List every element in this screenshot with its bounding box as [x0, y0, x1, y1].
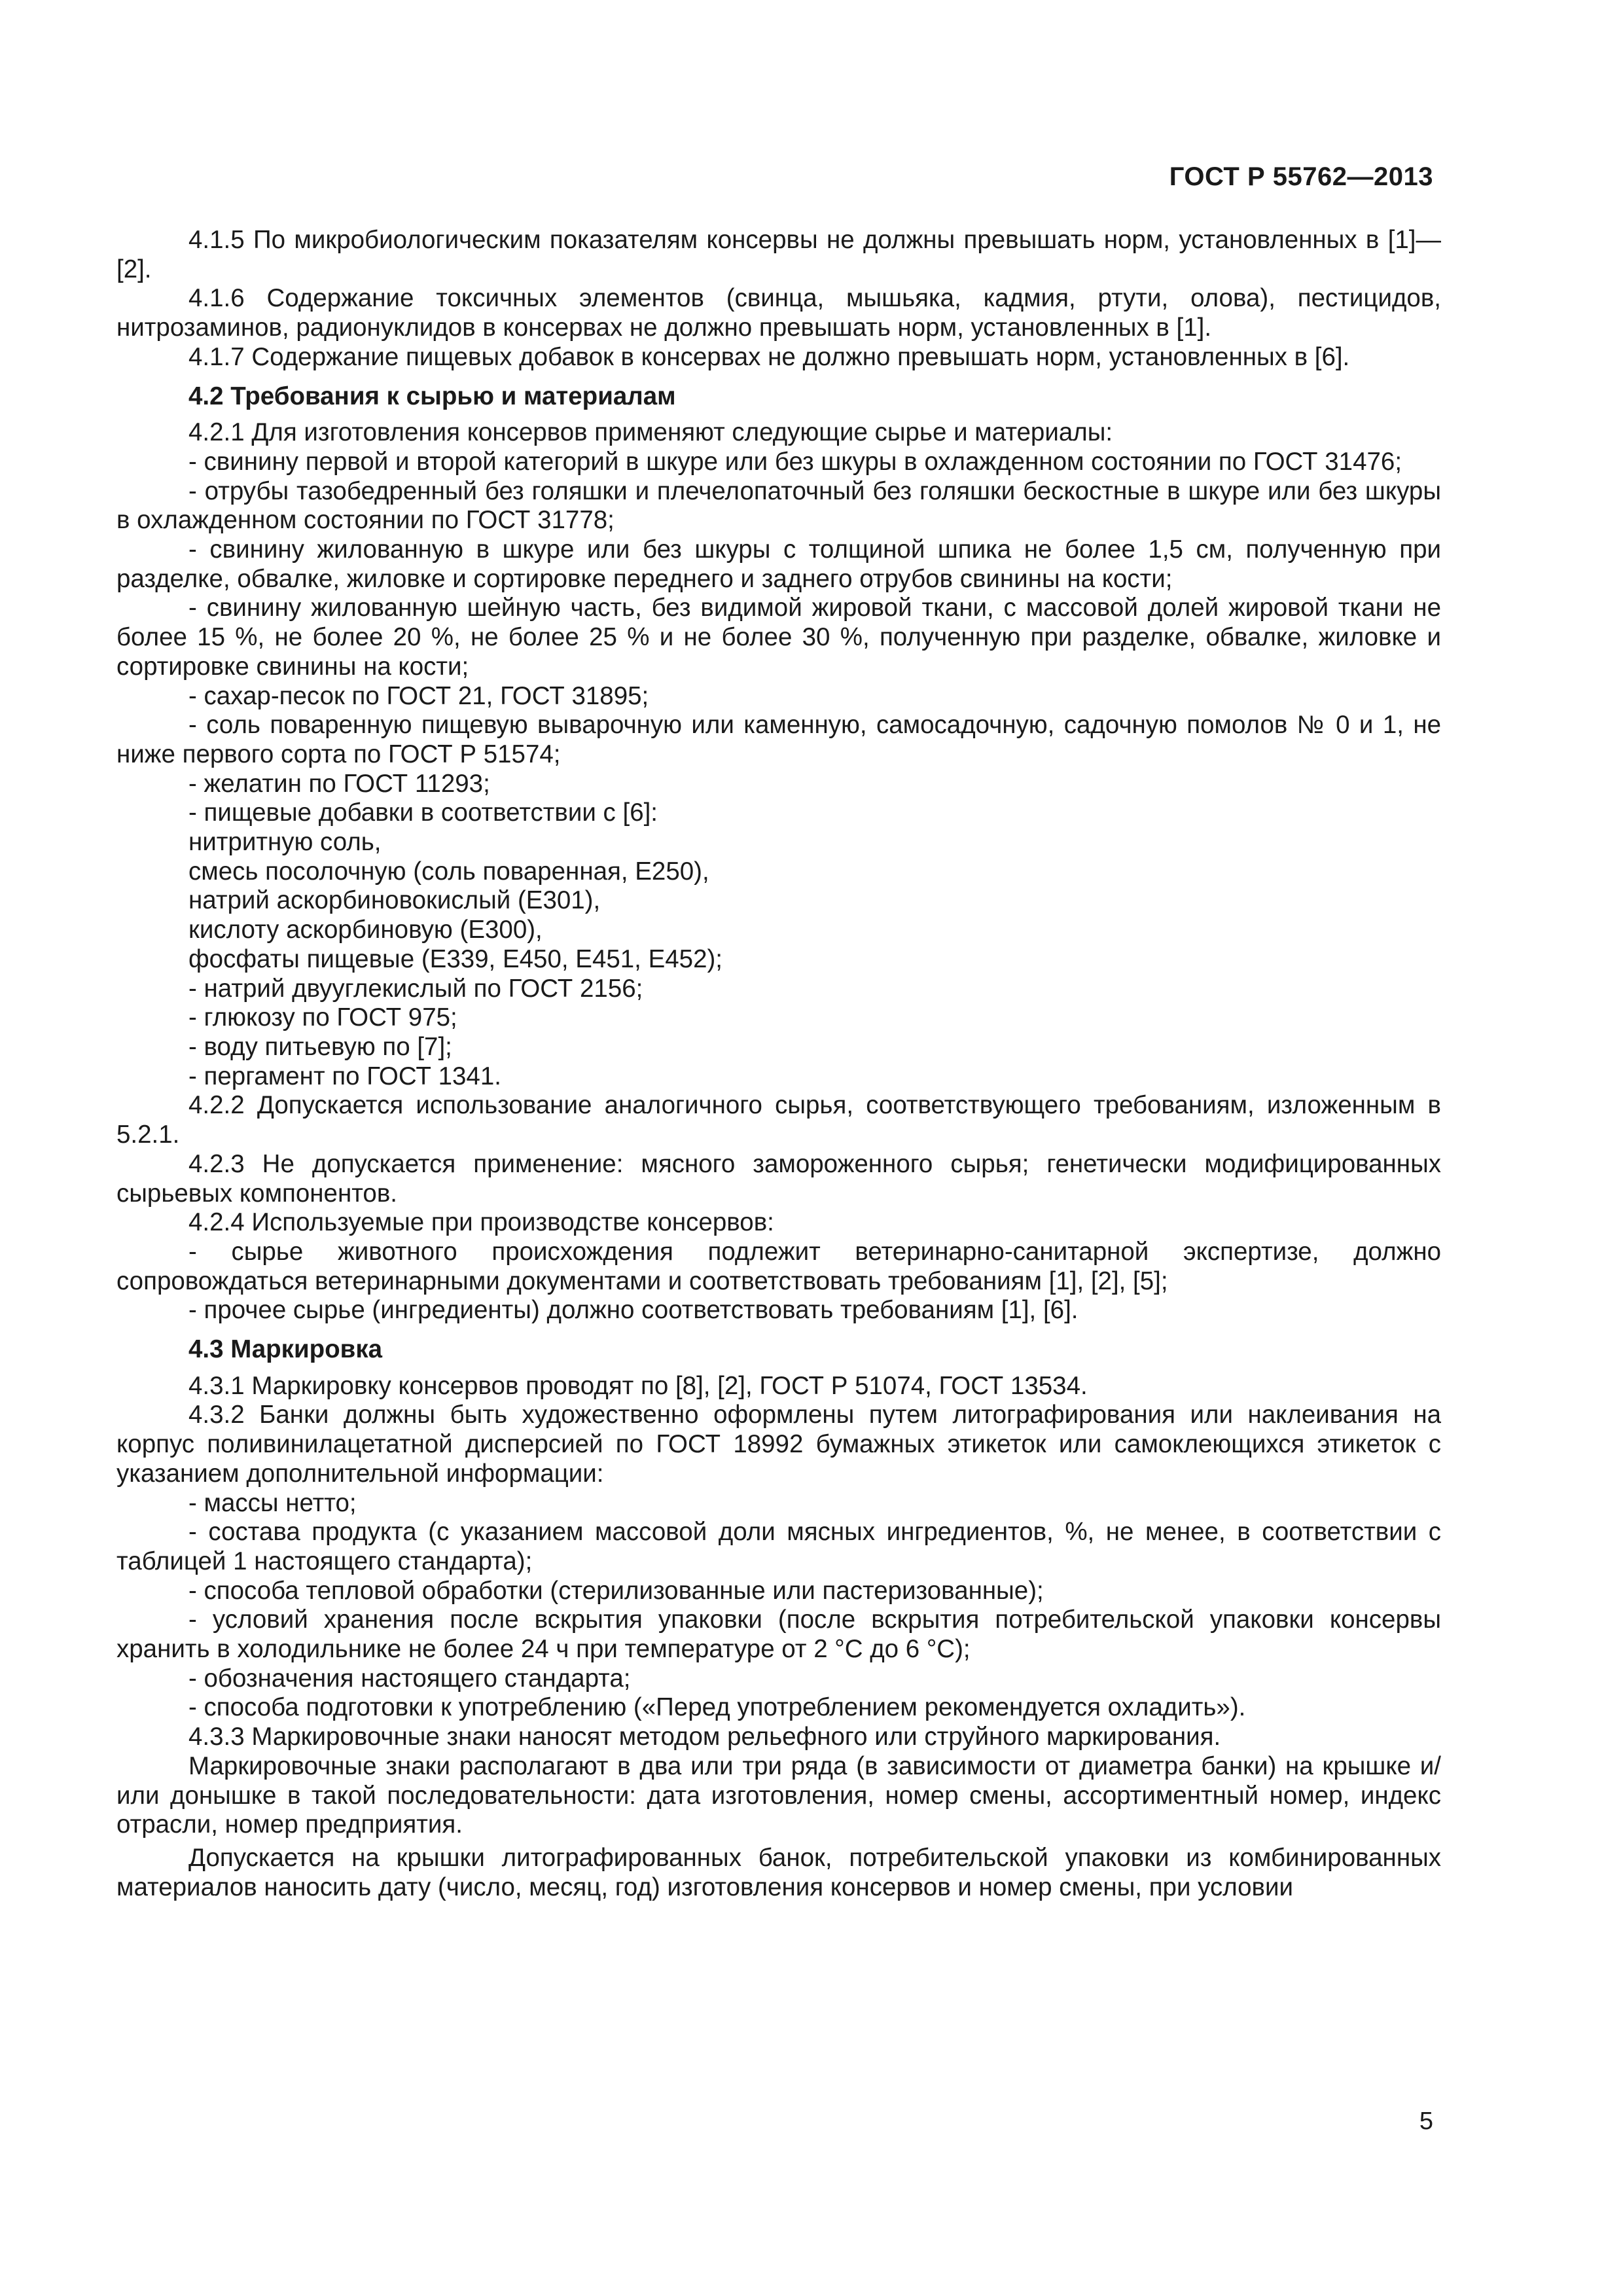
document-body [116, 226, 1441, 1902]
section-heading: 4.2 Требования к сырью и материалам [188, 382, 676, 410]
paragraph: - отрубы тазобедренный без голяшки и плечелопаточный без голяшки бескостные в шкуре или без шкуры в охлажденном состоянии по ГОСТ 31778; [116, 476, 1441, 535]
paragraph: 4.3.3 Маркировочные знаки наносят методом рельефного или струйного маркирования. [188, 1723, 1221, 1751]
paragraph: - соль поваренную пищевую выварочную или каменную, самосадочную, садочную помолов № 0 и 1, не ниже первого сорта по ГОСТ Р 51574; [116, 711, 1441, 768]
paragraph: - глюкозу по ГОСТ 975; [188, 1003, 457, 1032]
paragraph: 4.3.2 Банки должны быть художественно оформлены путем литографирования или наклеивания на корпус поливинилацетатной дисперсией по ГОСТ 18992 бумажных этикеток или самоклеющихся этикеток с указанием дополнительной информации: [116, 1401, 1441, 1488]
paragraph: 4.1.6 Содержание токсичных элементов (свинца, мышьяка, кадмия, ртути, олова), пестицидов, нитрозаминов, радионуклидов в консервах не должно превышать норм, установленных в [1]. [116, 284, 1441, 342]
list-item: фосфаты пищевые (Е339, Е450, Е451, Е452); [188, 944, 723, 973]
paragraph: - натрий двууглекислый по ГОСТ 2156; [188, 974, 643, 1003]
paragraph: - свинину жилованную шейную часть, без видимой жировой ткани, с массовой долей жировой ткани не более 15 %, не более 20 %, не более 25 % и не более 30 %, полученную при разделке, обвалке, жиловке и сортировке свинины на кости; [116, 594, 1441, 681]
paragraph: - свинину первой и второй категорий в шкуре или без шкуры в охлажденном состоянии по ГОСТ 31476; [188, 447, 1402, 476]
paragraph: 4.3.1 Маркировку консервов проводят по [8], [2], ГОСТ Р 51074, ГОСТ 13534. [188, 1371, 1088, 1400]
list-item: нитритную соль, [188, 828, 382, 857]
paragraph: - пергамент по ГОСТ 1341. [188, 1062, 501, 1090]
paragraph: 4.2.4 Используемые при производстве консервов: [188, 1208, 774, 1237]
paragraph: 4.2.2 Допускается использование аналогичного сырья, соответствующего требованиям, изложенным в 5.2.1. [116, 1091, 1441, 1149]
paragraph: - пищевые добавки в соответствии с [6]: [188, 798, 658, 827]
paragraph: - прочее сырье (ингредиенты) должно соответствовать требованиям [1], [6]. [188, 1296, 1079, 1325]
paragraph: - сахар-песок по ГОСТ 21, ГОСТ 31895; [188, 681, 649, 710]
list-item: кислоту аскорбиновую (Е300), [188, 916, 543, 944]
paragraph: 4.2.3 Не допускается применение: мясного замороженного сырья; генетически модифицированных сырьевых компонентов. [116, 1149, 1441, 1208]
paragraph: - состава продукта (с указанием массовой доли мясных ингредиентов, %, не менее, в соответствии с таблицей 1 настоящего стандарта); [116, 1518, 1441, 1575]
paragraph: Допускается на крышки литографированных банок, потребительской упаковки из комбинированных материалов наносить дату (число, месяц, год) изготовления консервов и номер смены, при условии [116, 1843, 1441, 1901]
list-item: смесь посолочную (соль поваренная, Е250), [188, 857, 709, 886]
paragraph: 4.1.5 По микробиологическим показателям консервы не должны превышать норм, установленных в [1]—[2]. [116, 226, 1441, 283]
paragraph: - способа подготовки к употреблению («Перед употреблением рекомендуется охладить»). [188, 1693, 1246, 1722]
paragraph: - условий хранения после вскрытия упаковки (после вскрытия потребительской упаковки консервы хранить в холодильнике не более 24 ч при температуре от 2 °С до 6 °С); [116, 1605, 1441, 1664]
paragraph: - желатин по ГОСТ 11293; [188, 769, 490, 798]
paragraph: 4.2.1 Для изготовления консервов применяют следующие сырье и материалы: [188, 418, 1113, 447]
paragraph: - свинину жилованную в шкуре или без шкуры с толщиной шпика не более 1,5 см, полученную при разделке, обвалке, жиловке и сортировке переднего и заднего отрубов свинины на кости; [116, 535, 1441, 593]
paragraph: Маркировочные знаки располагают в два или три ряда (в зависимости от диаметра банки) на крышке и/или донышке в такой последовательности: дата изготовления, номер смены, ассортиментный номер, индекс отрасли, номер предприятия. [116, 1751, 1441, 1839]
paragraph: - обозначения настоящего стандарта; [188, 1664, 631, 1693]
paragraph: - воду питьевую по [7]; [188, 1032, 452, 1061]
paragraph: 4.1.7 Содержание пищевых добавок в консервах не должно превышать норм, установленных в [6]. [188, 342, 1350, 371]
list-item: натрий аскорбиновокислый (Е301), [188, 886, 601, 915]
standard-designation: ГОСТ Р 55762—2013 [1169, 162, 1433, 191]
paragraph: - массы нетто; [188, 1488, 357, 1517]
paragraph: - способа тепловой обработки (стерилизованные или пастеризованные); [188, 1576, 1044, 1605]
page-number: 5 [1419, 2108, 1433, 2135]
paragraph: - сырье животного происхождения подлежит ветеринарно-санитарной экспертизе, должно сопровождаться ветеринарными документами и соответствовать требованиям [1], [2], [5]; [116, 1237, 1441, 1295]
section-heading: 4.3 Маркировка [188, 1335, 383, 1364]
